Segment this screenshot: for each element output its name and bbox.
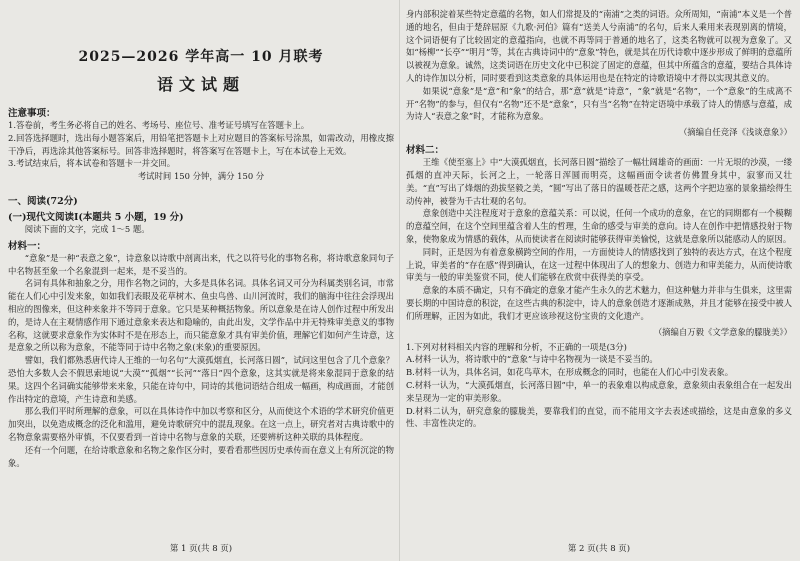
paragraph: 同时，正是因为有着意象横跨空间的作用，一方面使诗人的情感找到了独特的表达方式，在这个程度上说，审美者的“存在感”得到确认，在这一过程中体现出了人的想象力、创造力和审美能力，从而使诗歌审美与一般的审美鉴赏不同，使人们能够在欣赏中获得美的享受。 xyxy=(406,246,792,283)
option-b: B.材料一认为，具体名词，如花鸟草木，在形成概念的同时，也能在人们心中引发表象。 xyxy=(406,367,734,378)
material-2-label: 材料二： xyxy=(406,145,445,157)
subsection-title: (一)现代文阅读Ⅰ(本题共 5 小题，19 分) xyxy=(8,211,184,223)
material-1-label: 材料一： xyxy=(8,240,47,252)
subject-title: 语文试题 xyxy=(156,75,245,94)
paragraph: 王维《使至塞上》中“大漠孤烟直，长河落日圆”描绘了一幅壮阔雄奇的画面：一片无垠的沙漠，一缕孤烟的直冲天际，长河之上，一轮落日浑圆而明亮，这幅画面令读者仿佛置身其中，寂寥而又壮美。“直”写出了烽烟的劲拔坚毅之美，“圆”写出了落日的温暖苍茫之感，这两个字把边塞的景象描绘得生动传神，被誉为千古壮观的名句。 xyxy=(406,157,792,206)
source-citation-1: （摘编自任竞泽《浅谈意象》） xyxy=(678,127,792,138)
paragraph: “意象”是一种“表意之象”，诗意象以诗歌中剖离出来，代之以符号化的事物名称，将诗歌意象同句子中名物甚至象一个名象混到一起来，是不妥当的。 xyxy=(8,252,394,276)
page-divider xyxy=(399,0,400,561)
option-c: C.材料一认为，“大漠孤烟直，长河落日圆”中，单一的表象难以构成意象，意象须由表象组合在一起发出来呈现为一定的审美形象。 xyxy=(406,379,792,403)
paragraph: 名词有具体和抽象之分，用作名物之词的，大多是具体名词。具体名词又可分为科属类别名词，市常能在人们心中引发来象，如如我们表眼及花草树木、鱼虫鸟兽、山川河流时，我们的脑海中往往会浮现出相应的图像来，但这种来象并不等同于意象。它只是某种概括物象。所以意象是在诗人创作过程中所发出的，是诗人在主观情感作用下通过意象来表达和隐喻的，由此出发，文学作品中并无特殊审美意义的事物名称，这就要求意象作为实体时不是在形态上，而只能意象才具有审美价值，理解它们如何产生诗意，这是意象之所以称为意象，不能等同于诗中名物之象(来象)的重要原因。 xyxy=(8,278,394,353)
paragraph: 还有一个问题，在给诗歌意象和名物之象作区分时，要看看那些因历史承传而在意义上有所沉淀的物象。 xyxy=(8,444,394,468)
source-citation-2: （摘编自万毅《文学意象的朦胧美》） xyxy=(653,326,792,337)
paragraph: 意象创造中关注程度对于意象的意蕴关系：可以说，任何一个成功的意象，在它的同期都有一个模糊的意蕴空间，在这个空间里蕴含着人生的哲理，生命的感受与审美的意向。诗人在创作中把情感投射于物象，使物象成为情感的载体，从而使读者在阅读时能够获得审美愉悦，这就是意象所以能感动人的原因。 xyxy=(406,208,792,244)
right-page xyxy=(406,8,792,556)
paragraph: 那么我们平时所理解的意象，可以在具体诗作中加以考察和区分，从而使这个术语的学术研究价值更加突出，以免造成概念的泛化和滥用，避免诗歌研究中的混乱现象。在这一点上，研究者对古典诗歌中的名物意象需要格外审慎，不仅要看到一首诗中名物与意象的关联，还要辨析这种关联的具体程度。 xyxy=(8,406,394,442)
question-1: 1.下列对材料相关内容的理解和分析，不正确的一项是(3分) xyxy=(406,341,627,352)
exam-title: 2025—2026 学年高一 10 月联考 xyxy=(78,49,324,65)
instruction: 阅读下面的文字，完成 1～5 题。 xyxy=(24,223,150,234)
page-footer-1: 第 1 页(共 8 页) xyxy=(169,544,233,554)
option-a: A.材料一认为，将诗歌中的“意象”与诗中名物视为一谈是不妥当的。 xyxy=(406,354,658,365)
notice-1: 1.答卷前，考生务必将自己的姓名、考场号、座位号、准考证号填写在答题卡上。 xyxy=(8,120,310,130)
notice-2: 2.回答选择题时，选出每小题答案后，用铅笔把答题卡上对应题目的答案标号涂黑，如需改动，用橡皮擦干净后，再选涂其他答案标号。回答非选择题时，将答案写在答题卡上，写在本试卷上无效。 xyxy=(8,132,394,156)
section-title: 一、阅读(72分) xyxy=(8,195,78,207)
continuation-text: 如果说“意象”是“意”和“象”的结合，那“意”就是“诗意”，“象”就是“名物”，一个“意象”的生成离不开“名物”的参与，但仅有“名物”还不是“意象”，只有当“名物”在特定语境中承载了诗人的情感与意蕴，成为诗人“表意之象”时，才能称为意象。 xyxy=(406,85,792,122)
paragraph: 譬如，我们都熟悉唐代诗人王维的一句名句“大漠孤烟直，长河落日圆”，试问这里包含了几个意象？恐怕大多数人会不假思索地说“大漠”“孤烟”“长河”“落日”四个意象，这其实就是将来象混同于意象的结果。这四个名词确实能够带来来象，只能在诗句中，同诗的其他词语结合组成一幅画，构成画面，才能创作出特定的意境，产生诗意和美感。 xyxy=(8,355,394,404)
option-d: D.材料二认为，研究意象的朦胧美，要靠我们的直觉，而不能用文字去表述或描绘，这是由意象的多义性、丰富性决定的。 xyxy=(406,405,792,429)
left-page xyxy=(8,8,394,556)
continuation-text: 身内部积淀着某些特定意蕴的名物，如人们常提及的“南浦”之类的词语。众所周知，“南浦”本义是一个普通的地名，但由于楚辞屈原《九歌·河伯》篇有“送美人兮南浦”的名句，后来人乘用来表现别离的情境，这个词语便有了比较固定的意蕴指向，也就不再等同于普通的地名了，这类名物就可以视为意象了。又如“杨柳”“长亭”“明月”等，其在古典诗词中的“意象”特色，就是其在历代诗歌中逐步形成了鲜明的意蕴所以被视为意象。诚然，这类词语在历史文化中已积淀了固定的意蕴，但其中所蕴含的意蕴，要结合具体诗人的诗作加以分析，同时要看到这类意象的具体运用也是在特定的诗歌语境中才得以实现其意义的。 xyxy=(406,9,792,83)
page-footer-2: 第 2 页(共 8 页) xyxy=(567,544,631,554)
notice-title: 注意事项： xyxy=(8,108,56,119)
time-score: 考试时间 150 分钟，满分 150 分 xyxy=(137,171,265,182)
paragraph: 意象的本质不确定，只有不确定的意象才能产生永久的艺术魅力，但这种魅力并非与生俱来，这里需要长期的中国诗意的积淀，在这些古典的积淀中，诗人的意象创造才逐渐成熟，并且才能够在接受中被人们所理解，正因为如此，我们才更应该珍视这份宝贵的文化遗产。 xyxy=(406,285,792,321)
notice-3: 3.考试结束后，将本试卷和答题卡一并交回。 xyxy=(8,158,176,169)
